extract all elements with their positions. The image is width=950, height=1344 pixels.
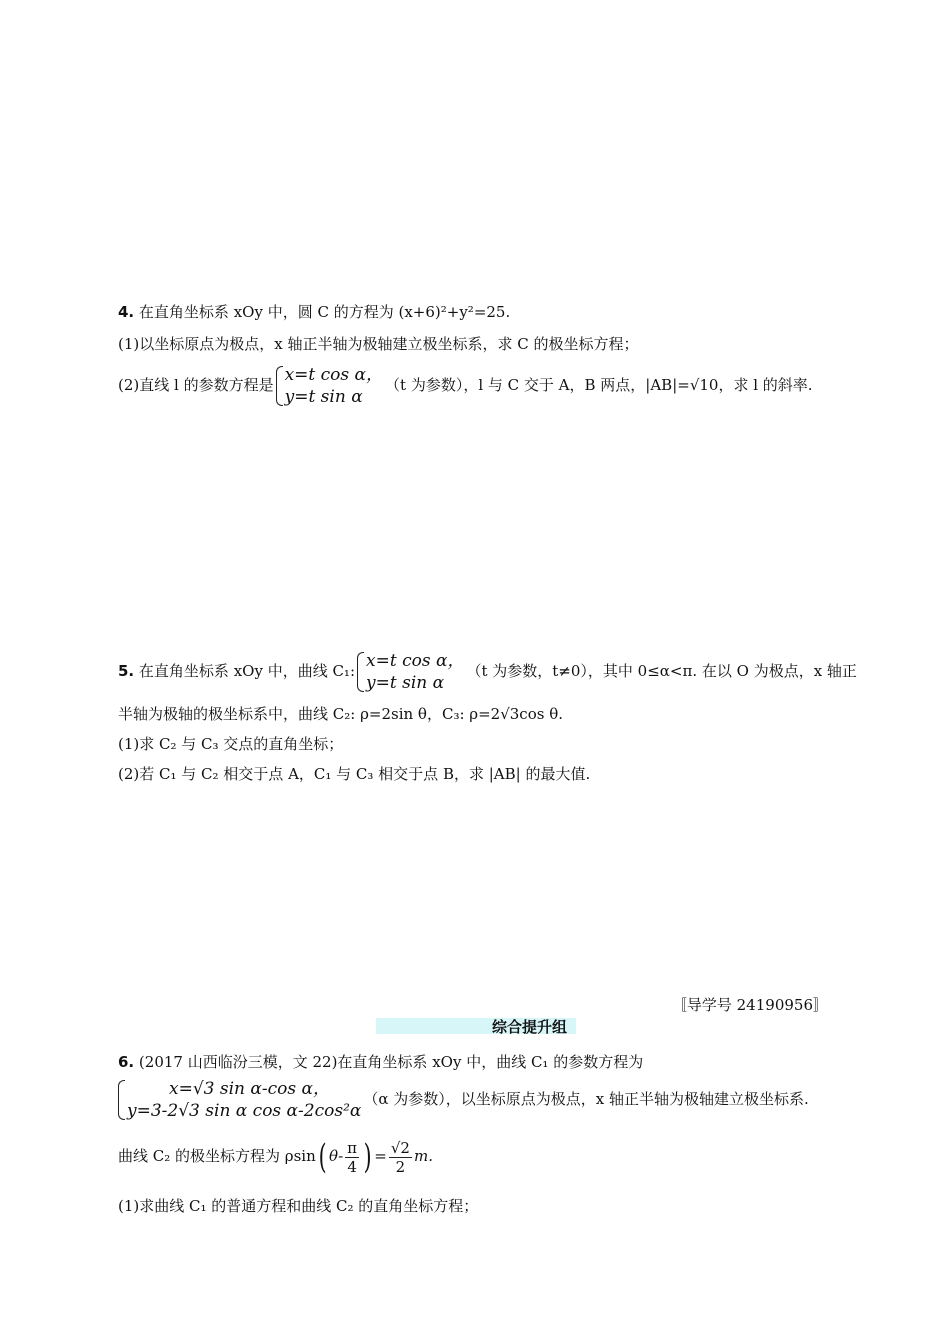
q5-part1: (1)求 C₂ 与 C₃ 交点的直角坐标； — [118, 735, 344, 753]
q6-sys-line1: x=√3 sin α-cos α， — [169, 1079, 330, 1099]
sqrt2-over-2-fraction — [389, 1139, 412, 1176]
q5-param-system — [357, 650, 464, 694]
q5-number: 5. — [118, 662, 135, 680]
q4-stem-text: 在直角坐标系 xOy 中，圆 C 的方程为 (x+6)²+y²=25. — [138, 303, 511, 321]
fraction-denominator-2: 2 — [395, 1157, 406, 1176]
fraction-numerator-sqrt2: √2 — [390, 1138, 410, 1157]
theta-minus: θ- — [329, 1147, 344, 1165]
q6-part1: (1)求曲线 C₁ 的普通方程和曲线 C₂ 的直角坐标方程； — [118, 1197, 479, 1215]
q5-part2: (2)若 C₁ 与 C₂ 相交于点 A，C₁ 与 C₃ 相交于点 B，求 |AB| 的最大值. — [118, 765, 591, 783]
section-title: 综合提升组 — [492, 1018, 568, 1036]
q6-line3-pre: 曲线 C₂ 的极坐标方程为 ρsin — [118, 1147, 316, 1165]
q6-sys-post: （α 为参数），以坐标原点为极点，x 轴正半轴为极轴建立极坐标系. — [363, 1090, 809, 1108]
q4-part1: (1)以坐标原点为极点，x 轴正半轴为极轴建立极坐标系，求 C 的极坐标方程； — [118, 335, 639, 353]
q6-sys-line2: y=3-2√3 sin α cos α-2cos²α — [127, 1101, 362, 1121]
q4-part2 — [118, 364, 813, 408]
equals-sign: = — [374, 1147, 387, 1165]
q6-c2-equation — [118, 1136, 433, 1176]
guide-number: 〚导学号 24190956〛 — [671, 996, 828, 1014]
q5-stem-post: （t 为参数，t≠0），其中 0≤α<π. 在以 O 为极点，x 轴正 — [466, 662, 857, 680]
q6-number: 6. — [118, 1053, 135, 1071]
q5-stem-pre: 在直角坐标系 xOy 中，曲线 C₁: — [138, 662, 356, 680]
q4-number: 4. — [118, 303, 135, 321]
q6-param-line — [118, 1078, 809, 1122]
q4-param-system — [276, 364, 383, 408]
q4-part2-post: （t 为参数），l 与 C 交于 A，B 两点，|AB|=√10，求 l 的斜率. — [385, 376, 813, 394]
q5-sys-line1: x=t cos α， — [366, 651, 465, 671]
pi-over-4-fraction — [345, 1139, 359, 1176]
q6-param-system — [118, 1078, 361, 1122]
q4-sys-line1: x=t cos α， — [284, 365, 384, 385]
q6-stem-text: (2017 山西临汾三模，文 22)在直角坐标系 xOy 中，曲线 C₁ 的参数方程为 — [138, 1053, 644, 1071]
q4-part2-pre: (2)直线 l 的参数方程是 — [118, 376, 274, 394]
q5-stem — [118, 650, 857, 694]
q6-stem — [118, 1052, 643, 1072]
left-paren: ( — [318, 1137, 327, 1177]
fraction-denominator-4: 4 — [347, 1157, 357, 1176]
q5-line2: 半轴为极轴的极坐标系中，曲线 C₂: ρ=2sin θ，C₃: ρ=2√3cos θ. — [118, 705, 564, 723]
q5-sys-line2: y=t sin α — [366, 673, 445, 693]
fraction-numerator-pi: π — [347, 1138, 358, 1157]
q4-sys-line2: y=t sin α — [284, 387, 363, 407]
q6-line3-post: m. — [413, 1147, 433, 1165]
q4-stem — [118, 302, 510, 322]
right-paren: ) — [363, 1137, 372, 1177]
